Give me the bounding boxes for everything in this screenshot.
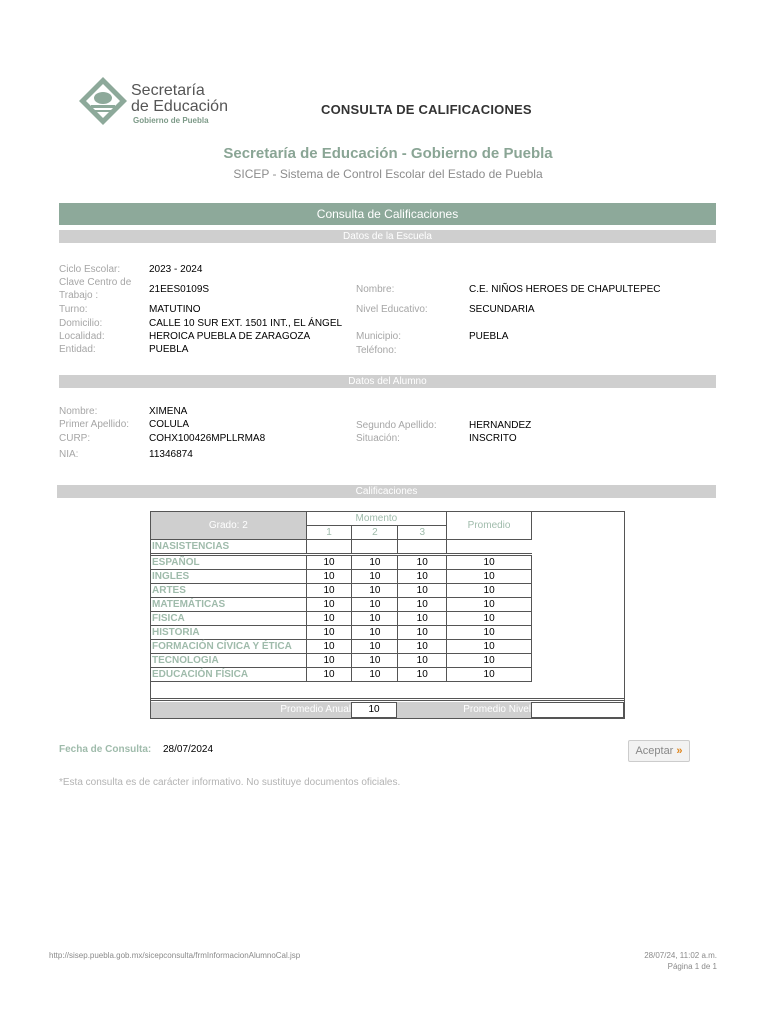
double-chevron-right-icon: » xyxy=(676,745,683,757)
grade-cell: 10 xyxy=(306,584,352,598)
student-name-label: Nombre: xyxy=(59,406,98,417)
entidad-label: Entidad: xyxy=(59,344,96,355)
average-cell: 10 xyxy=(447,654,532,668)
student-name-value: XIMENA xyxy=(149,406,188,417)
average-cell: 10 xyxy=(447,626,532,640)
page-title: CONSULTA DE CALIFICACIONES xyxy=(321,102,532,117)
momento-3-header: 3 xyxy=(398,526,447,540)
grade-cell: 10 xyxy=(398,555,447,570)
subject-name: ARTES xyxy=(151,584,307,598)
ciclo-value: 2023 - 2024 xyxy=(149,264,203,275)
segundo-apellido-value: HERNANDEZ xyxy=(469,420,532,431)
footer-url: http://sisep.puebla.gob.mx/sicepconsulta/frmInformacionAlumnoCal.jsp xyxy=(49,951,301,960)
logo-icon xyxy=(78,76,128,126)
momento-1-header: 1 xyxy=(306,526,352,540)
grade-cell: 10 xyxy=(306,555,352,570)
situacion-label: Situación: xyxy=(356,433,400,444)
table-row xyxy=(151,570,532,584)
grade-cell: 10 xyxy=(352,612,398,626)
promedio-header: Promedio xyxy=(447,512,532,540)
domicilio-label: Domicilio: xyxy=(59,318,103,329)
table-row xyxy=(151,668,532,682)
average-cell: 10 xyxy=(447,612,532,626)
accept-button[interactable] xyxy=(628,740,690,762)
grade-cell: 10 xyxy=(352,570,398,584)
logo-text-gobierno: Gobierno de Puebla xyxy=(133,116,209,125)
table-row xyxy=(151,626,532,640)
nia-value: 11346874 xyxy=(149,449,193,460)
grade-cell: 10 xyxy=(352,640,398,654)
subject-name: FORMACIÓN CÍVICA Y ÉTICA xyxy=(151,640,307,654)
table-row xyxy=(151,555,532,570)
inasistencias-cell xyxy=(447,540,532,555)
subject-name: INGLES xyxy=(151,570,307,584)
org-title: Secretaría de Educación - Gobierno de Puebla xyxy=(223,145,553,162)
grade-cell: 10 xyxy=(398,598,447,612)
grade-cell: 10 xyxy=(398,584,447,598)
subject-name: EDUCACIÓN FÍSICA xyxy=(151,668,307,682)
average-cell: 10 xyxy=(447,640,532,654)
grade-cell: 10 xyxy=(352,584,398,598)
promedio-anual-value: 10 xyxy=(351,702,397,718)
section-title-bar: Consulta de Calificaciones xyxy=(59,203,716,225)
inasistencias-cell xyxy=(306,540,352,555)
school-section-bar: Datos de la Escuela xyxy=(59,230,716,243)
promedio-nivel-label: Promedio Nivel xyxy=(463,704,531,715)
curp-value: COHX100426MPLLRMA8 xyxy=(149,433,266,444)
nivel-value: SECUNDARIA xyxy=(469,304,535,315)
grades-section-bar: Calificaciones xyxy=(57,485,716,498)
table-row xyxy=(151,612,532,626)
clave-label-line2: Trabajo : xyxy=(59,290,99,301)
accept-button-label: Aceptar xyxy=(635,745,674,757)
grade-cell: 10 xyxy=(306,626,352,640)
subject-name: FISICA xyxy=(151,612,307,626)
average-cell: 10 xyxy=(447,668,532,682)
subject-name: MATEMÁTICAS xyxy=(151,598,307,612)
promedio-nivel-value xyxy=(531,702,624,718)
situacion-value: INSCRITO xyxy=(469,433,517,444)
table-row xyxy=(151,654,532,668)
curp-label: CURP: xyxy=(59,433,91,444)
nivel-label: Nivel Educativo: xyxy=(356,304,428,315)
telefono-label: Teléfono: xyxy=(356,345,397,356)
average-cell: 10 xyxy=(447,598,532,612)
grade-cell: 10 xyxy=(352,626,398,640)
system-subtitle: SICEP - Sistema de Control Escolar del Estado de Puebla xyxy=(233,167,543,181)
municipio-label: Municipio: xyxy=(356,331,402,342)
inasistencias-cell xyxy=(352,540,398,555)
school-name-value: C.E. NIÑOS HEROES DE CHAPULTEPEC xyxy=(469,284,661,295)
grade-cell: 10 xyxy=(398,570,447,584)
table-row xyxy=(151,640,532,654)
grade-cell: 10 xyxy=(306,668,352,682)
student-section-bar: Datos del Alumno xyxy=(59,375,716,388)
grade-cell: 10 xyxy=(398,626,447,640)
localidad-label: Localidad: xyxy=(59,331,105,342)
fecha-label: Fecha de Consulta: xyxy=(59,744,152,755)
clave-value: 21EES0109S xyxy=(149,284,210,295)
grade-cell: 10 xyxy=(352,668,398,682)
grade-cell: 10 xyxy=(398,612,447,626)
logo-text-educacion: de Educación xyxy=(131,98,228,115)
logo-text-secretaria: Secretaría xyxy=(131,82,205,99)
turno-value: MATUTINO xyxy=(149,304,201,315)
inasistencias-cell xyxy=(398,540,447,555)
subject-name: HISTORIA xyxy=(151,626,307,640)
grade-cell: 10 xyxy=(306,640,352,654)
average-cell: 10 xyxy=(447,570,532,584)
nia-label: NIA: xyxy=(59,449,79,460)
ciclo-label: Ciclo Escolar: xyxy=(59,264,121,275)
segundo-apellido-label: Segundo Apellido: xyxy=(356,420,437,431)
average-cell: 10 xyxy=(447,584,532,598)
promedio-anual-label: Promedio Anual xyxy=(280,704,351,715)
subject-name: ESPAÑOL xyxy=(151,555,307,570)
grade-cell: 10 xyxy=(306,654,352,668)
grade-cell: 10 xyxy=(352,555,398,570)
primer-apellido-label: Primer Apellido: xyxy=(59,419,130,430)
grade-cell: 10 xyxy=(352,654,398,668)
grade-cell: 10 xyxy=(398,640,447,654)
municipio-value: PUEBLA xyxy=(469,331,509,342)
footer-datetime: 28/07/24, 11:02 a.m. xyxy=(644,951,717,960)
grade-cell: 10 xyxy=(306,612,352,626)
table-row xyxy=(151,584,532,598)
domicilio-value: CALLE 10 SUR EXT. 1501 INT., EL ÁNGEL xyxy=(149,318,343,329)
entidad-value: PUEBLA xyxy=(149,344,189,355)
turno-label: Turno: xyxy=(59,304,88,315)
grado-header: Grado: 2 xyxy=(151,512,307,540)
school-name-label: Nombre: xyxy=(356,284,395,295)
average-cell: 10 xyxy=(447,555,532,570)
disclaimer-text: *Esta consulta es de carácter informativo. No sustituye documentos oficiales. xyxy=(59,777,401,788)
grades-table xyxy=(150,511,532,682)
grade-cell: 10 xyxy=(398,668,447,682)
table-row xyxy=(151,598,532,612)
grade-cell: 10 xyxy=(306,570,352,584)
divider xyxy=(150,698,625,701)
primer-apellido-value: COLULA xyxy=(149,419,190,430)
momento-2-header: 2 xyxy=(352,526,398,540)
fecha-value: 28/07/2024 xyxy=(163,744,214,755)
inasistencias-label: INASISTENCIAS xyxy=(151,540,307,555)
subject-name: TECNOLOGIA xyxy=(151,654,307,668)
localidad-value: HEROICA PUEBLA DE ZARAGOZA xyxy=(149,331,311,342)
momento-header: Momento xyxy=(306,512,447,526)
grade-cell: 10 xyxy=(398,654,447,668)
footer-page-number: Página 1 de 1 xyxy=(667,962,717,971)
grade-cell: 10 xyxy=(352,598,398,612)
clave-label-line1: Clave Centro de xyxy=(59,277,132,288)
grade-cell: 10 xyxy=(306,598,352,612)
